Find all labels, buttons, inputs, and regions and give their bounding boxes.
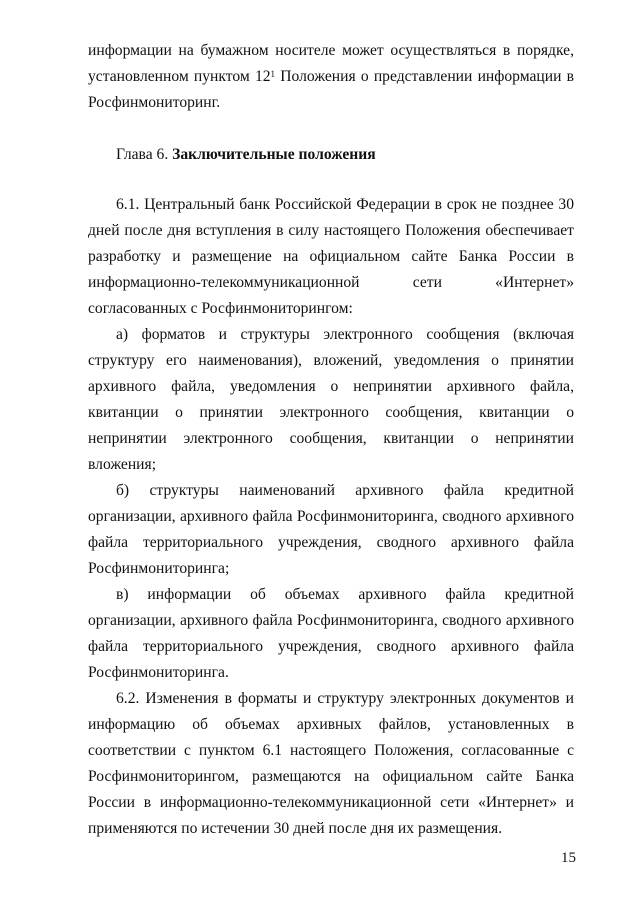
- intro-paragraph: [88, 38, 574, 116]
- chapter-label: Глава 6.: [116, 146, 169, 163]
- paragraph-6-1: 6.1. Центральный банк Российской Федерации в срок не позднее 30 дней после дня вступления в силу настоящего Положения обеспечивает разработку и размещение на официальном сайте Банка России в информационно-телекоммуникационной сети «Интернет» согласованных с Росфинмониторингом:: [88, 196, 574, 317]
- paragraph-item-b: б) структуры наименований архивного файла кредитной организации, архивного файла Росфинмониторинга, сводного архивного файла территориального учреждения, сводного архивного файла Росфинмониторинга;: [88, 482, 574, 577]
- intro-text-part2: Положения о представлении информации в Росфинмониторинг.: [88, 68, 575, 111]
- paragraph-6-2: 6.2. Изменения в форматы и структуру электронных документов и информацию об объемах архивных файлов, установленных в соответствии с пунктом 6.1 настоящего Положения, согласованные с Росфинмониторингом, размещаются на официальном сайте Банка России в информационно-телекоммуникационной сети «Интернет» и применяются по истечении 30 дней после дня их размещения.: [88, 690, 574, 837]
- document-page: [88, 38, 574, 842]
- intro-text-part1: информации на бумажном носителе может осуществляться в порядке, установленном пунктом 12: [88, 42, 574, 85]
- intro-superscript: 1: [270, 69, 276, 79]
- chapter-heading: [88, 142, 574, 168]
- spacer: [88, 116, 574, 142]
- spacer: [88, 168, 574, 192]
- paragraph-item-v: в) информации об объемах архивного файла кредитной организации, архивного файла Росфинмониторинга, сводного архивного файла территориального учреждения, сводного архивного файла Росфинмониторинга.: [88, 586, 574, 681]
- page-number: 15: [561, 850, 576, 866]
- chapter-title: Заключительные положения: [172, 146, 376, 163]
- paragraph-item-a: а) форматов и структуры электронного сообщения (включая структуру его наименования), вложений, уведомления о принятии архивного файла, уведомления о непринятии архивного файла, квитанции о принятии электронного сообщения, квитанции о непринятии электронного сообщения, квитанции о непринятии вложения;: [88, 326, 574, 473]
